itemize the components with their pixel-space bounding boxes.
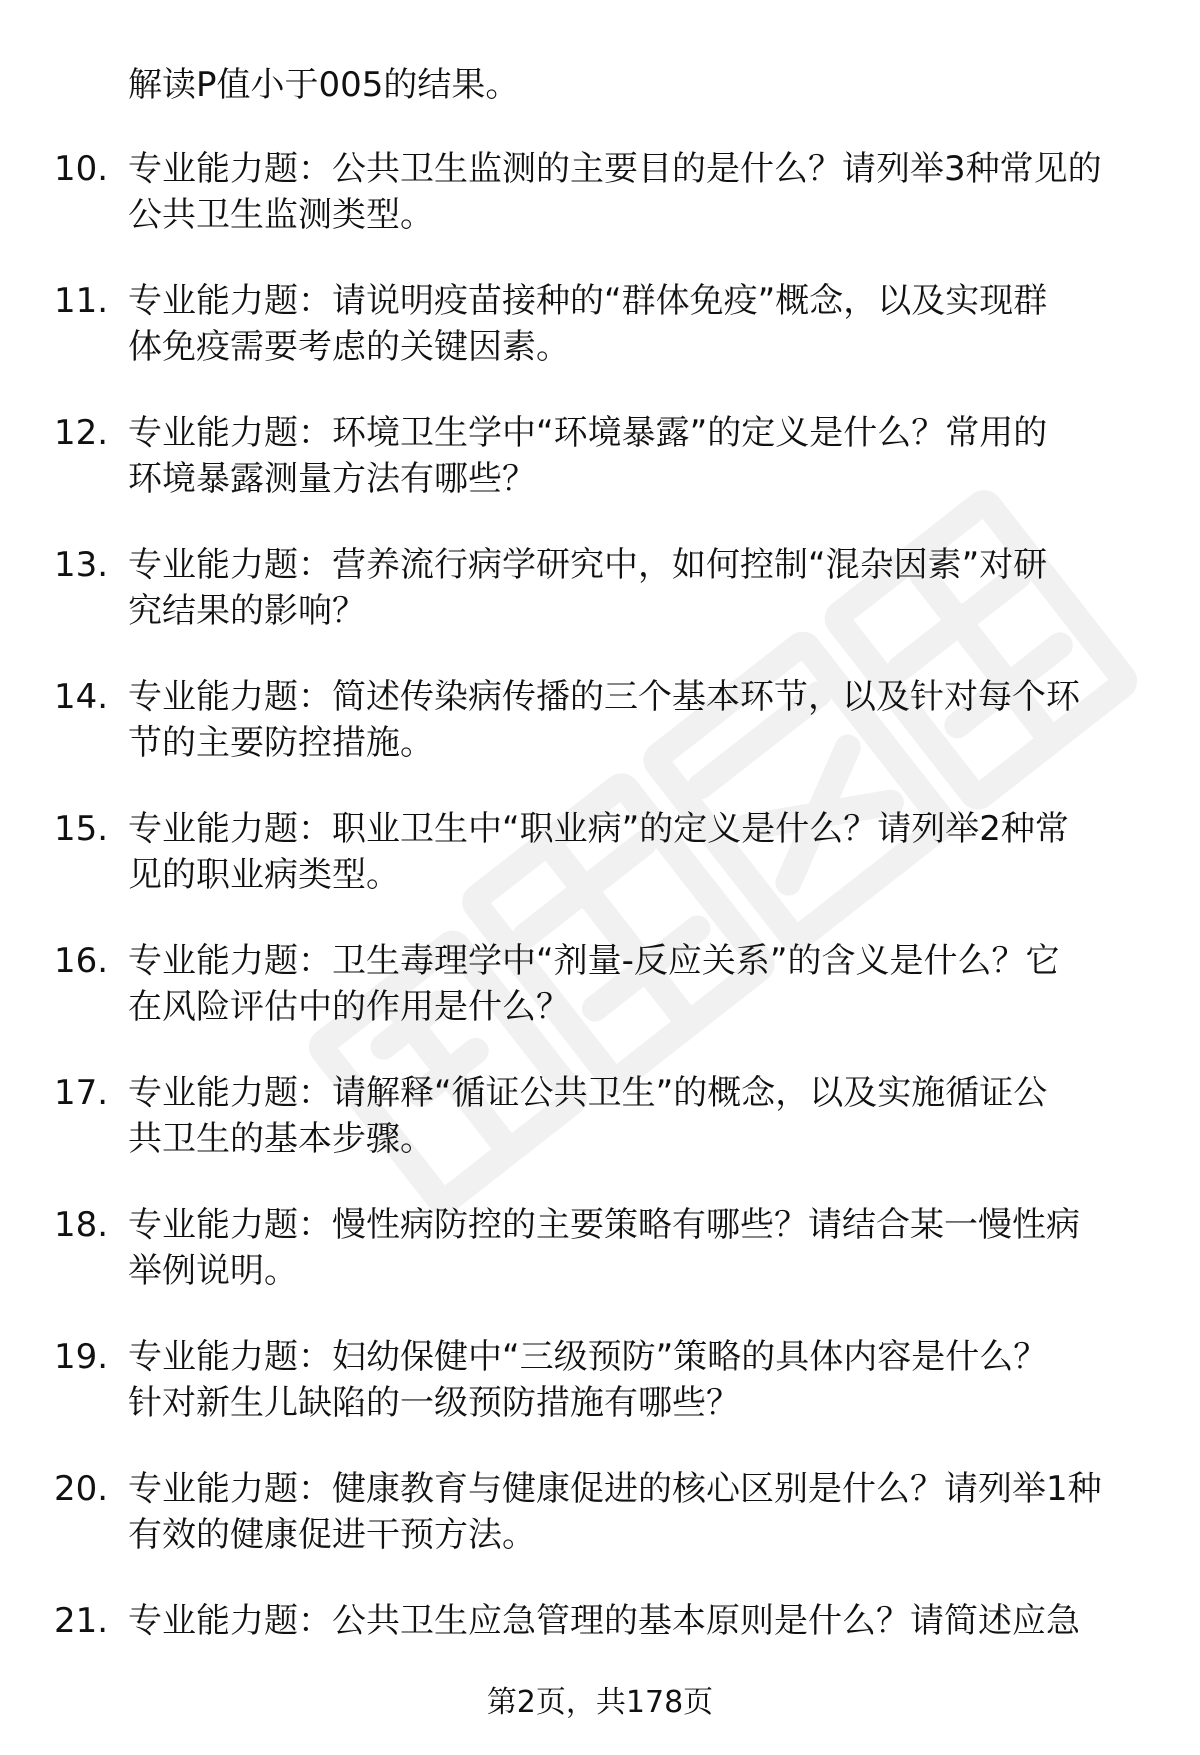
question-text	[128, 938, 1168, 1030]
question-text	[128, 146, 1168, 238]
question-item	[0, 146, 1200, 238]
question-text-line: 共卫生的基本步骤。	[128, 1119, 434, 1159]
question-text-line: 见的职业病类型。	[128, 855, 400, 895]
question-text-line: 专业能力题：公共卫生监测的主要目的是什么？请列举3种常见的	[128, 149, 1102, 189]
question-number: 18.	[54, 1205, 109, 1245]
continuation-line: 解读P值小于005的结果。	[128, 65, 520, 105]
question-content	[0, 62, 1200, 1730]
question-text	[128, 542, 1168, 634]
question-item	[0, 1466, 1200, 1558]
question-text-line: 节的主要防控措施。	[128, 723, 434, 763]
question-item	[0, 1202, 1200, 1294]
question-text-line: 专业能力题：环境卫生学中“环境暴露”的定义是什么？常用的	[128, 413, 1048, 453]
question-item	[0, 938, 1200, 1030]
question-item	[0, 806, 1200, 898]
question-text-line: 体免疫需要考虑的关键因素。	[128, 327, 570, 367]
question-text-line: 究结果的影响？	[128, 591, 366, 631]
question-text	[128, 1070, 1168, 1162]
question-number: 21.	[54, 1601, 109, 1641]
question-number: 15.	[54, 809, 109, 849]
question-text-line: 针对新生儿缺陷的一级预防措施有哪些？	[128, 1383, 740, 1423]
question-number: 12.	[54, 413, 109, 453]
question-text	[128, 1334, 1168, 1426]
question-item	[0, 410, 1200, 502]
question-text-line: 有效的健康促进干预方法。	[128, 1515, 536, 1555]
question-text-line: 专业能力题：简述传染病传播的三个基本环节，以及针对每个环	[128, 677, 1080, 717]
question-list	[0, 146, 1200, 1690]
question-text	[128, 1202, 1168, 1294]
question-text	[128, 1466, 1168, 1558]
question-text	[128, 674, 1168, 766]
question-text-line: 在风险评估中的作用是什么？	[128, 987, 570, 1027]
question-text-line: 举例说明。	[128, 1251, 298, 1291]
question-text-line: 专业能力题：慢性病防控的主要策略有哪些？请结合某一慢性病	[128, 1205, 1080, 1245]
question-number: 14.	[54, 677, 109, 717]
question-number: 19.	[54, 1337, 109, 1377]
question-item	[0, 278, 1200, 370]
question-number: 17.	[54, 1073, 109, 1113]
page-footer: 第2页，共178页	[486, 1685, 714, 1720]
question-item	[0, 542, 1200, 634]
question-text	[128, 806, 1168, 898]
question-text-line: 专业能力题：卫生毒理学中“剂量-反应关系”的含义是什么？它	[128, 941, 1060, 981]
question-text-line: 专业能力题：公共卫生应急管理的基本原则是什么？请简述应急	[128, 1601, 1080, 1641]
question-text	[128, 1598, 1168, 1644]
question-number: 20.	[54, 1469, 109, 1509]
question-text-line: 专业能力题：请说明疫苗接种的“群体免疫”概念，以及实现群	[128, 281, 1048, 321]
question-item	[0, 674, 1200, 766]
question-number: 10.	[54, 149, 109, 189]
question-item	[0, 1070, 1200, 1162]
question-text	[128, 278, 1168, 370]
question-text-line: 专业能力题：妇幼保健中“三级预防”策略的具体内容是什么？	[128, 1337, 1048, 1377]
question-item	[0, 1334, 1200, 1426]
question-item	[0, 1598, 1200, 1690]
question-text-line: 公共卫生监测类型。	[128, 195, 434, 235]
question-number: 11.	[54, 281, 109, 321]
question-text-line: 专业能力题：营养流行病学研究中，如何控制“混杂因素”对研	[128, 545, 1048, 585]
question-number: 13.	[54, 545, 109, 585]
question-text-line: 专业能力题：请解释“循证公共卫生”的概念，以及实施循证公	[128, 1073, 1048, 1113]
question-text	[128, 410, 1168, 502]
question-text-line: 环境暴露测量方法有哪些？	[128, 459, 536, 499]
question-text-line: 专业能力题：职业卫生中“职业病”的定义是什么？请列举2种常	[128, 809, 1069, 849]
question-text-line: 专业能力题：健康教育与健康促进的核心区别是什么？请列举1种	[128, 1469, 1102, 1509]
question-number: 16.	[54, 941, 109, 981]
